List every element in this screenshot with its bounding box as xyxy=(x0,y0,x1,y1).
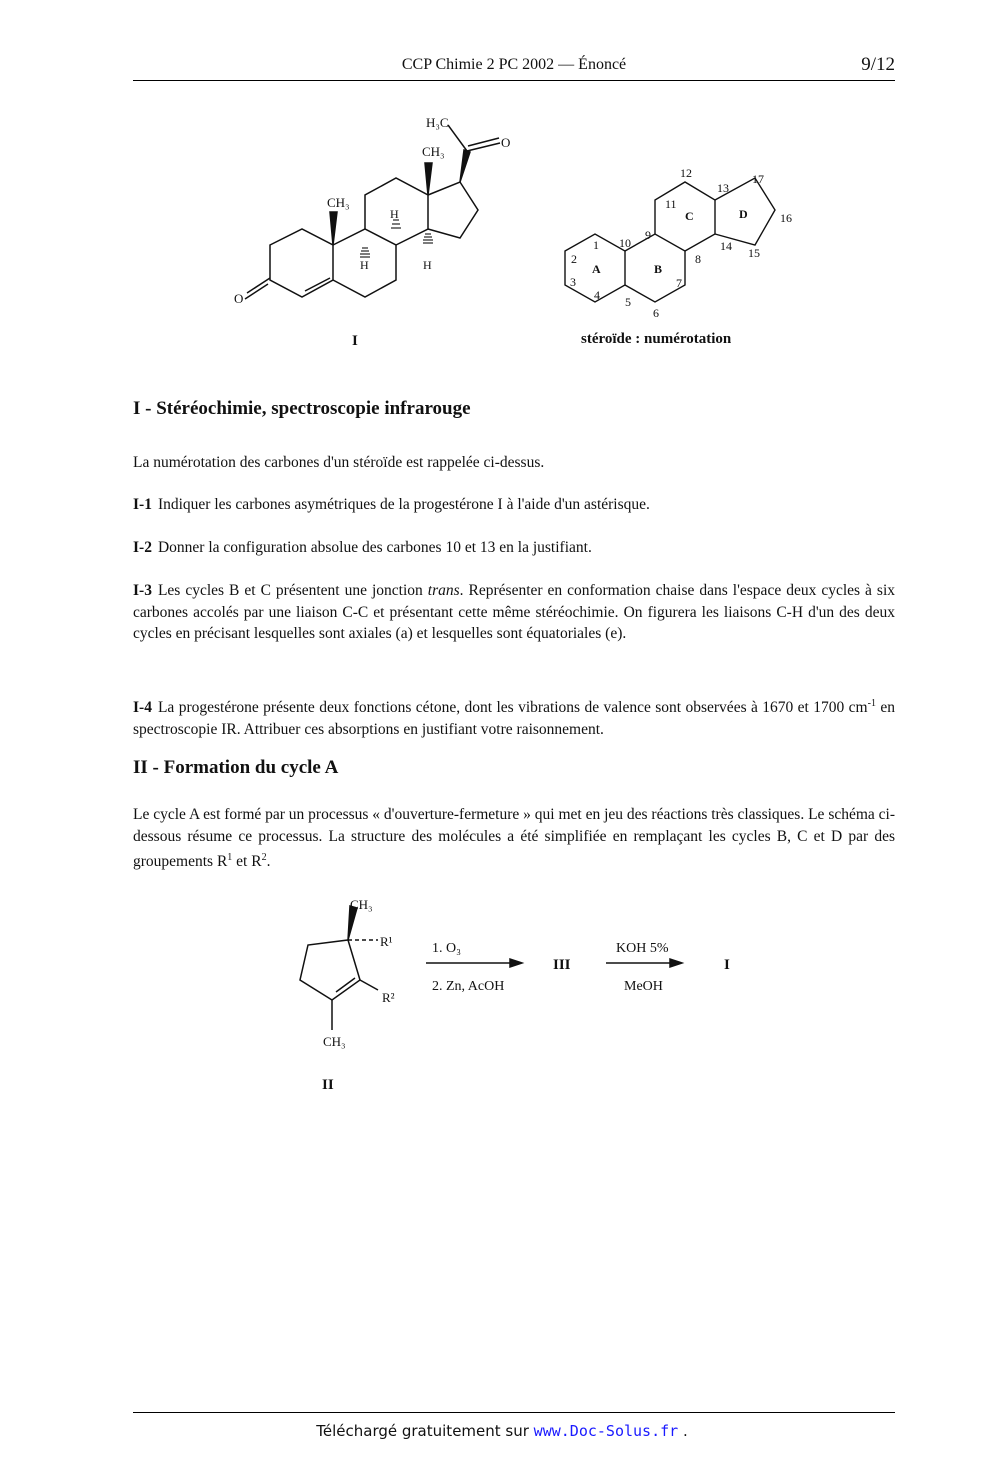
hydrogen-label: H xyxy=(423,258,432,272)
question-text: . Représenter en conformation chaise dans l'espace deux cycles à six carbones accolés par une liaison C-C et présentant cette même stéréochimie. On figurera les liaisons C-H d'un des deux cycles en précisant lesquelles sont axiales (a) et lesquelles sont équatoriales (e). xyxy=(133,582,896,642)
hydrogen-label: H xyxy=(360,258,369,272)
carbon-number: 5 xyxy=(625,295,631,309)
carbon-number: 13 xyxy=(717,181,729,195)
carbon-number: 8 xyxy=(695,252,701,266)
ch3-left-label: CH₃ xyxy=(327,195,350,210)
carbon-number: 17 xyxy=(752,172,764,186)
step2-reagent-bottom: MeOH xyxy=(624,979,663,994)
r2-label: R² xyxy=(382,990,395,1005)
carbon-number: 2 xyxy=(571,252,577,266)
page-number: 9/12 xyxy=(861,54,895,75)
steroid-caption: stéroïde : numérotation xyxy=(581,331,732,347)
carbon-number: 12 xyxy=(680,166,692,180)
ch3-top-label: CH₃ xyxy=(422,144,445,159)
ring-letter: D xyxy=(739,207,748,221)
compound-II-label: II xyxy=(322,1077,334,1093)
carbon-number: 9 xyxy=(645,228,651,242)
ring-letter: A xyxy=(592,262,601,276)
step2-reagent-top: KOH 5% xyxy=(616,941,669,956)
question-text: Les cycles B et C présentent une jonction xyxy=(157,582,428,599)
question-emphasis: trans xyxy=(427,582,460,599)
carbon-number: 16 xyxy=(780,211,792,225)
paragraph-text: . xyxy=(266,853,271,871)
ring-letter: C xyxy=(685,209,694,223)
question-text: Donner la configuration absolue des carbones 10 et 13 en la justifiant. xyxy=(157,539,592,556)
ring-oxygen: O xyxy=(234,291,244,306)
question-text: en spectroscopie IR. Attribuer ces absorptions en justifiant votre raisonnement. xyxy=(133,699,895,738)
superscript: 1 xyxy=(227,852,233,863)
reaction-scheme xyxy=(280,890,760,1100)
step1-reagent-top: 1. O₃ xyxy=(432,941,461,956)
section-1-intro: La numérotation des carbones d'un stéroïde est rappelée ci-dessus. xyxy=(133,454,545,471)
footer-rule xyxy=(133,1412,895,1413)
section-1-title: I - Stéréochimie, spectroscopie infrarouge xyxy=(133,398,471,419)
footer-link[interactable]: www.Doc-Solus.fr xyxy=(533,1422,679,1440)
carbon-number: 11 xyxy=(665,197,677,211)
carbon-number: 15 xyxy=(748,246,760,260)
question-number: I-3 xyxy=(133,582,152,599)
question-3 xyxy=(133,580,895,645)
superscript: 2 xyxy=(261,852,267,863)
carbon-number: 14 xyxy=(720,239,732,253)
footer xyxy=(0,1422,1004,1440)
carbon-number: 4 xyxy=(594,288,600,302)
question-number: I-2 xyxy=(133,539,152,556)
h3c-label: H₃C xyxy=(426,115,449,130)
section-2-title: II - Formation du cycle A xyxy=(133,757,339,778)
carbon-number: 7 xyxy=(676,276,682,290)
ch3-bottom-label: CH₃ xyxy=(323,1034,346,1049)
hydrogen-label: H xyxy=(390,207,399,221)
question-1 xyxy=(133,494,895,516)
question-number: I-4 xyxy=(133,699,152,717)
paragraph-text: Le cycle A est formé par un processus « d'ouverture-fermeture » qui met en jeu des réactions très classiques. Le schéma ci-dessous résume ce processus. La structure des molécules a été simplifiée en remplaçant les cycles B, C et D par des groupements R xyxy=(133,806,896,871)
superscript: -1 xyxy=(867,698,876,709)
carbon-number: 1 xyxy=(593,238,599,252)
footer-end: . xyxy=(678,1422,688,1440)
ch3-top-label: CH₃ xyxy=(350,897,373,912)
carbon-number: 6 xyxy=(653,306,659,320)
intermediate-III: III xyxy=(553,957,571,973)
carbon-number: 3 xyxy=(570,275,576,289)
header-title: CCP Chimie 2 PC 2002 — Énoncé xyxy=(401,56,627,73)
question-text: La progestérone présente deux fonctions cétone, dont les vibrations de valence sont observées à 1670 et 1700 cm xyxy=(157,699,868,717)
product-I: I xyxy=(724,957,730,973)
compound-label: I xyxy=(352,333,358,349)
ring-letter: B xyxy=(654,262,663,276)
step1-reagent-bottom: 2. Zn, AcOH xyxy=(432,979,505,994)
ketone-oxygen: O xyxy=(501,135,511,150)
carbon-number: 10 xyxy=(619,236,631,250)
question-2 xyxy=(133,537,895,559)
paragraph-text: et R xyxy=(232,853,262,871)
progesterone-skeleton xyxy=(245,125,500,299)
question-4 xyxy=(133,693,895,740)
footer-text: Téléchargé gratuitement sur xyxy=(316,1422,534,1440)
page-header xyxy=(133,56,895,81)
r1-label: R¹ xyxy=(380,934,393,949)
section-2-paragraph xyxy=(133,804,895,873)
steroid-figure xyxy=(220,100,820,355)
question-number: I-1 xyxy=(133,496,152,513)
question-text: Indiquer les carbones asymétriques de la progestérone I à l'aide d'un astérisque. xyxy=(157,496,650,513)
compound-II-structure xyxy=(300,906,682,1030)
